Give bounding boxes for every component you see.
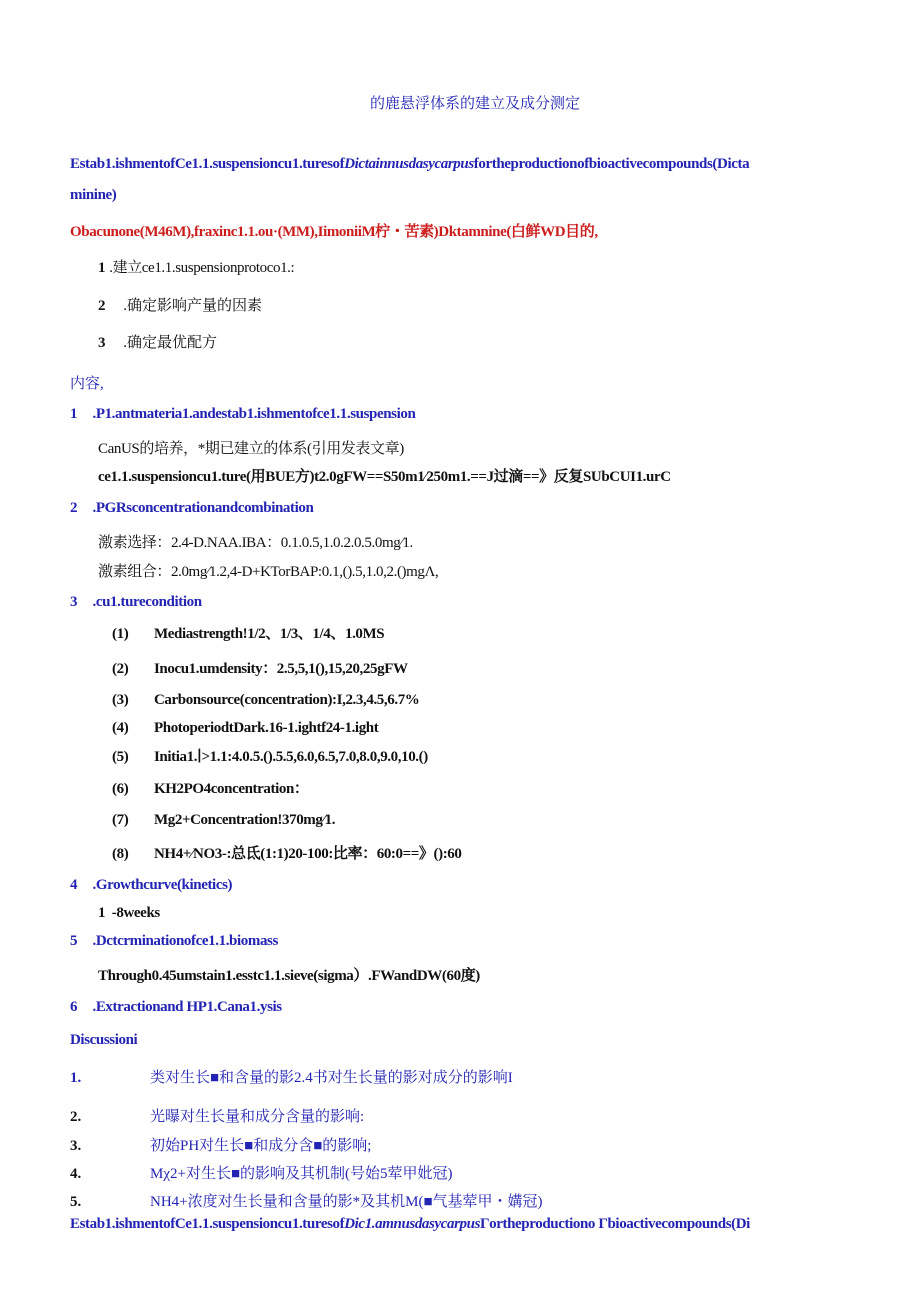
- discussion-text: 类对生长■和含量的影2.4书对生长量的影对成分的影响I: [150, 1070, 513, 1086]
- content-label: 内容,: [70, 376, 104, 392]
- condition-number: (5): [112, 749, 129, 765]
- discussion-item: [70, 1068, 513, 1088]
- section-2-line-1: 激素选择：2.4-D.NAA.IBA：0.1.0.5,1.0.2.0.5.0mg∕1.: [98, 535, 413, 551]
- section-6-heading: [70, 997, 282, 1017]
- condition-number: (1): [112, 626, 129, 642]
- document-title: 的鹿悬浮体系的建立及成分测定: [370, 96, 581, 112]
- objective-text: .确定影响产量的因素: [123, 298, 263, 314]
- section-1-line-1: CanUS的培养，*期已建立的体系(引用发表文章): [98, 441, 404, 457]
- section-title: .P1.antmateria1.andestab1.ishmentofce1.1.suspension: [92, 406, 416, 422]
- condition-text: Inocu1.umdensity：2.5,5,1(),15,20,25gFW: [154, 661, 408, 677]
- objective-number: 3: [98, 335, 106, 351]
- condition-number: (4): [112, 720, 129, 736]
- objective-item: [98, 333, 217, 353]
- objective-item: [98, 296, 262, 316]
- condition-number: (3): [112, 692, 129, 708]
- document-heading: [70, 154, 749, 174]
- discussion-number: 3.: [70, 1138, 82, 1154]
- section-number: 3: [70, 594, 78, 610]
- condition-item: [112, 624, 384, 644]
- section-title: .cu1.turecondition: [92, 594, 202, 610]
- heading-part2: fortheproductionofbioactivecompounds(Dicta: [473, 156, 750, 172]
- discussion-number: 5.: [70, 1194, 82, 1210]
- section-title: .Growthcurve(kinetics): [92, 877, 233, 893]
- discussion-number: 4.: [70, 1166, 82, 1182]
- objective-text: .建立ce1.1.suspensionprotoco1.:: [109, 260, 295, 276]
- discussion-item: [70, 1107, 364, 1127]
- compounds-line: Obacunone(M46M),fraxinc1.1.ou·(MM),IimoniiM柠・苦素)Dktamnine(白鲜WD目的,: [70, 224, 598, 240]
- section-5-line: Through0.45umstain1.esstc1.1.sieve(sigma）.FWandDW(60度): [98, 968, 480, 984]
- discussion-text: NH4+浓度对生长量和含量的影*及其机M(■气基荤甲・媾冠): [150, 1194, 543, 1210]
- condition-text: Mediastrength!1/2、1/3、1/4、1.0MS: [154, 626, 385, 642]
- condition-text: PhotoperiodtDark.16-1.ightf24-1.ight: [154, 720, 379, 736]
- section-number: 5: [70, 933, 78, 949]
- condition-number: (6): [112, 781, 129, 797]
- objective-text: .确定最优配方: [123, 335, 218, 351]
- heading-species: Dictainnusdasycarpus: [344, 156, 474, 172]
- discussion-item: [70, 1164, 453, 1184]
- condition-text: Carbonsource(concentration):I,2.3,4.5,6.7%: [154, 692, 420, 708]
- discussion-item: [70, 1136, 371, 1156]
- condition-text: KH2PO4concentration：: [154, 781, 309, 797]
- condition-item: [112, 690, 419, 710]
- section-1-heading: [70, 404, 415, 424]
- section-number: 6: [70, 999, 78, 1015]
- section-title: .Extractionand HP1.Cana1.ysis: [92, 999, 282, 1015]
- objective-number: 1: [98, 260, 106, 276]
- discussion-number: 2.: [70, 1109, 82, 1125]
- section-title: .PGRsconcentrationandcombination: [92, 500, 314, 516]
- footer-heading: [70, 1214, 886, 1234]
- condition-text: NH4+∕NO3-:总氐(1:1)20-100:比率：60:0==》():60: [154, 846, 462, 862]
- condition-item: [112, 810, 335, 830]
- section-4-heading: [70, 875, 232, 895]
- objective-number: 2: [98, 298, 106, 314]
- condition-text: Mg2+Concentration!370mg∕1.: [154, 812, 336, 828]
- condition-number: (8): [112, 846, 129, 862]
- section-number: 4: [70, 877, 78, 893]
- condition-item: [112, 718, 378, 738]
- section-title: .Dctcrminationofce1.1.biomass: [92, 933, 278, 949]
- discussion-text: 初始PH对生长■和成分含■的影响;: [150, 1138, 372, 1154]
- section-3-heading: [70, 592, 202, 612]
- section-2-line-2: 激素组合：2.0mg∕1.2,4-D+KTorBAP:0.1,().5,1.0,2.()mgΛ,: [98, 564, 439, 580]
- section-2-heading: [70, 498, 313, 518]
- section-1-line-2: ce1.1.suspensioncu1.ture(用BUE方)t2.0gFW==S50m1∕250m1.==J过滴==》反复SUbCUI1.urC: [98, 469, 671, 485]
- footer-part1: Estab1.ishmentofCe1.1.suspensioncu1.turesof: [70, 1216, 345, 1232]
- footer-part2: Γortheproductiono Γbioactivecompounds(Di: [480, 1216, 750, 1232]
- condition-item: [112, 779, 308, 799]
- condition-item: [112, 747, 428, 767]
- discussion-item: [70, 1192, 543, 1212]
- discussion-text: 光曝对生长量和成分含量的影响:: [150, 1109, 365, 1125]
- condition-item: [112, 844, 462, 864]
- discussion-number: 1.: [70, 1070, 82, 1086]
- heading-part1: Estab1.ishmentofCe1.1.suspensioncu1.turesof: [70, 156, 345, 172]
- section-5-heading: [70, 931, 278, 951]
- condition-text: Initia1.∣>1.1:4.0.5.().5.5,6.0,6.5,7.0,8.0,9.0,10.(): [154, 749, 428, 765]
- heading-continuation: minine): [70, 187, 117, 203]
- discussion-label: Discussioni: [70, 1032, 138, 1048]
- section-number: 1: [70, 406, 78, 422]
- footer-species: Dic1.amnusdasycarpus: [344, 1216, 481, 1232]
- section-number: 2: [70, 500, 78, 516]
- condition-number: (7): [112, 812, 129, 828]
- condition-number: (2): [112, 661, 129, 677]
- condition-item: [112, 659, 408, 679]
- discussion-text: Mχ2+对生长■的影响及其机制(号始5荤甲妣冠): [150, 1166, 453, 1182]
- objective-item: [98, 258, 294, 278]
- section-4-line: 1 -8weeks: [98, 905, 160, 921]
